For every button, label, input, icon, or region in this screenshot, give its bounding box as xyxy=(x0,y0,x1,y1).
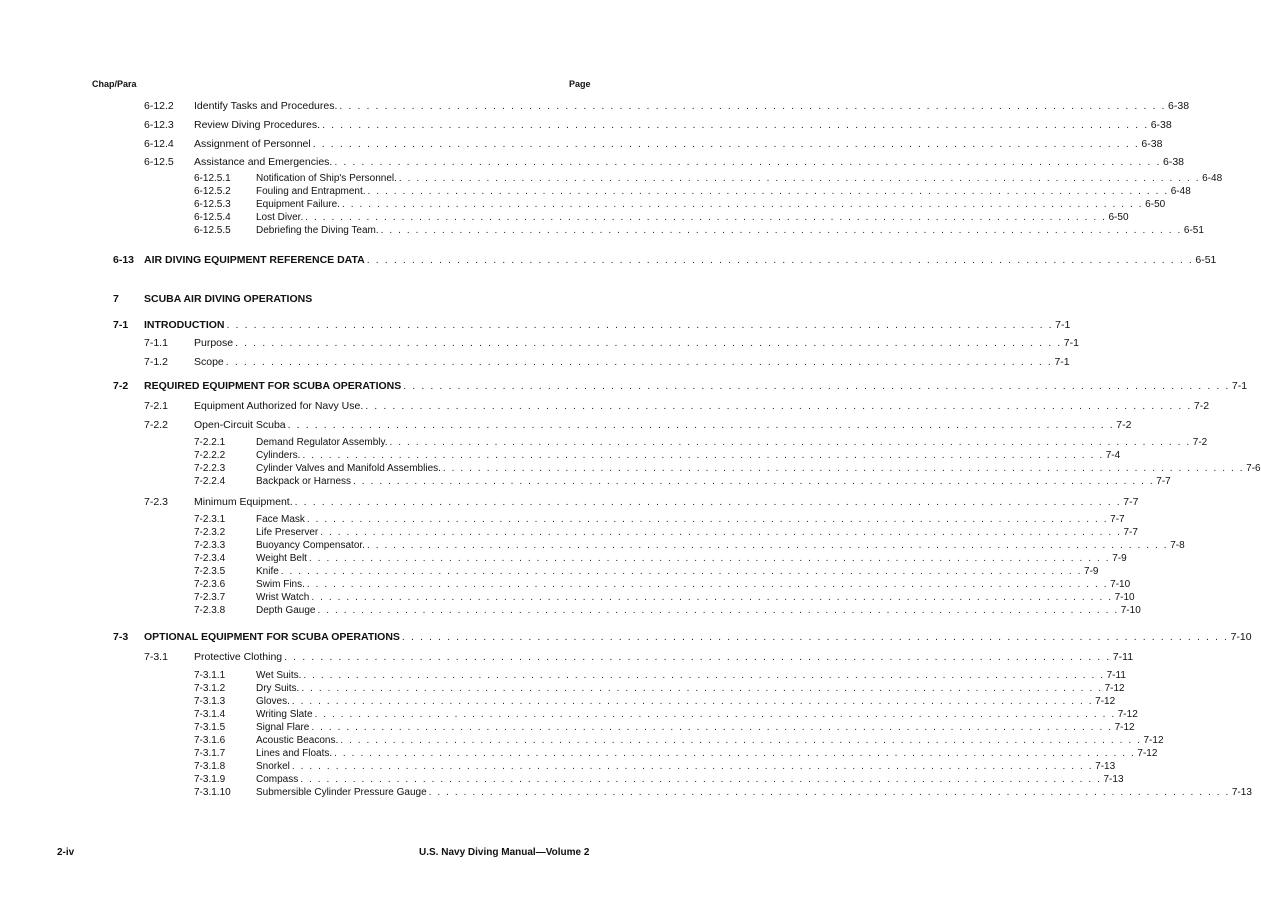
toc-entry[interactable] xyxy=(0,212,1129,224)
dot-leader: . . . . . . . . . . . . . . . . . . . . . . . . . . . . . . . . . . . . . . . . . . . . . . . . . . . . . . . . . . . . . . . . . . . . . . . . . . . . . . . . . . . . . . . . . . . . xyxy=(226,319,1054,331)
toc-entry-title: Lines and Floats. xyxy=(256,748,333,759)
toc-entry-title-line xyxy=(144,293,595,306)
toc-entry-title-line xyxy=(256,605,1141,617)
toc-entry-title-line xyxy=(256,592,1135,604)
toc-entry-number: 7-1.2 xyxy=(144,356,168,368)
toc-entry-title-line xyxy=(256,722,1135,734)
toc-entry-title-line xyxy=(256,225,1204,237)
toc-entry-page: 7-12 xyxy=(1114,722,1135,733)
toc-entry-title-line xyxy=(144,319,1071,332)
toc-entry[interactable] xyxy=(0,380,1248,393)
toc-entry[interactable] xyxy=(0,605,1141,617)
toc-entry-title-line xyxy=(256,748,1158,760)
dot-leader: . . . . . . . . . . . . . . . . . . . . . . . . . . . . . . . . . . . . . . . . . . . . . . . . . . . . . . . . . . . . . . . . . . . . . . . . . . . . . . . . . . . . . . . . . . . . xyxy=(365,400,1192,412)
toc-entry-title: Identify Tasks and Procedures. xyxy=(194,100,338,112)
dot-leader: . . . . . . . . . . . . . . . . . . . . . . . . . . . . . . . . . . . . . . . . . . . . . . . . . . . . . . . . . . . . . . . . . . . . . . . . . . . . . . . . . . . . . . . . . . . . xyxy=(294,496,1122,508)
toc-entry-number: 7-2 xyxy=(113,380,129,392)
toc-entry[interactable] xyxy=(0,254,1217,267)
toc-entry-title-line xyxy=(256,527,1138,539)
toc-entry-page: 7-9 xyxy=(1084,566,1099,577)
toc-entry-number: 7-2.3.5 xyxy=(194,566,226,577)
toc-entry-title-line xyxy=(144,380,1248,393)
dot-leader: . . . . . . . . . . . . . . . . . . . . . . . . . . . . . . . . . . . . . . . . . . . . . . . . . . . . . . . . . . . . . . . . . . . . . . . . . . . . . . . . . . . . . . . . . . . . xyxy=(320,527,1122,538)
toc-entry-page: 6-50 xyxy=(1108,212,1129,223)
toc-entry-title: Wrist Watch xyxy=(256,592,310,603)
toc-entry[interactable] xyxy=(0,450,1121,462)
toc-entry[interactable] xyxy=(0,527,1138,539)
dot-leader: . . . . . . . . . . . . . . . . . . . . . . . . . . . . . . . . . . . . . . . . . . . . . . . . . . . . . . . . . . . . . . . . . . . . . . . . . . . . . . . . . . . . . . . . . . . . xyxy=(401,631,1229,643)
toc-entry-page: 7-4 xyxy=(1105,450,1121,461)
toc-entry-page: 7-10 xyxy=(1120,605,1141,616)
toc-entry-title: Backpack or Harness xyxy=(256,476,352,487)
toc-entry-title-line xyxy=(256,437,1208,449)
toc-entry[interactable] xyxy=(0,631,1252,644)
dot-leader: . . . . . . . . . . . . . . . . . . . . . . . . . . . . . . . . . . . . . . . . . . . . . . . . . . . . . . . . . . . . . . . . . . . . . . . . . . . . . . . . . . . . . . . . . . . . xyxy=(301,683,1103,694)
toc-entry-title: Knife xyxy=(256,566,279,577)
toc-entry-number: 6-12.5.5 xyxy=(194,225,231,236)
toc-entry-title-line xyxy=(194,496,1139,509)
toc-entry-title: REQUIRED EQUIPMENT FOR SCUBA OPERATIONS xyxy=(144,380,402,392)
toc-entry-number: 7-2.2.4 xyxy=(194,476,226,487)
toc-entry-title: Review Diving Procedures. xyxy=(194,119,321,131)
toc-entry[interactable] xyxy=(0,735,1164,747)
dot-leader: . . . . . . . . . . . . . . . . . . . . . . . . . . . . . . . . . . . . . . . . . . . . . . . . . . . . . . . . . . . . . . . . . . . . . . . . . . . . . . . . . . . . . . . . . . . . xyxy=(314,709,1116,720)
toc-entry-page: 7-12 xyxy=(1104,683,1125,694)
toc-entry-page: 6-38 xyxy=(1141,138,1163,150)
toc-entry-title: Assignment of Personnel xyxy=(194,138,311,150)
toc-entry-title-line xyxy=(256,514,1125,526)
dot-leader: . . . . . . . . . . . . . . . . . . . . . . . . . . . . . . . . . . . . . . . . . . . . . . . . . . . . . . . . . . . . . . . . . . . . . . . . . . . . . . . . . . . . . . . . . . . . xyxy=(339,100,1167,112)
toc-entry-number: 6-12.5.1 xyxy=(194,173,231,184)
toc-entry-number: 7-2.3.4 xyxy=(194,553,226,564)
dot-leader: . . . . . . . . . . . . . . . . . . . . . . . . . . . . . . . . . . . . . . . . . . . . . . . . . . . . . . . . . . . . . . . . . . . . . . . . . . . . . . . . . . . . . . . . . . . . xyxy=(403,380,1230,392)
toc-entry-title-line xyxy=(256,173,1223,185)
toc-entry-title: Debriefing the Diving Team. xyxy=(256,225,379,236)
toc-entry-page: 7-12 xyxy=(1143,735,1164,746)
toc-entry[interactable] xyxy=(0,787,1252,799)
toc-entry-title-line xyxy=(256,761,1116,773)
toc-entry-title-line xyxy=(256,670,1126,682)
toc-entry-number: 6-12.2 xyxy=(144,100,174,112)
toc-entry[interactable] xyxy=(0,566,1099,578)
toc-entry-title: Equipment Authorized for Navy Use. xyxy=(194,400,364,412)
toc-entry[interactable] xyxy=(0,337,1079,350)
toc-entry-title-line xyxy=(194,138,1163,151)
toc-entry-page: 7-12 xyxy=(1095,696,1116,707)
toc-entry-number: 7-3.1.7 xyxy=(194,748,226,759)
toc-entry-title-line xyxy=(194,119,1172,132)
toc-entry-title: Notification of Ship's Personnel. xyxy=(256,173,397,184)
toc-entry-title: Buoyancy Compensator. xyxy=(256,540,365,551)
toc-entry-page: 7-2 xyxy=(1193,400,1210,412)
toc-entry[interactable] xyxy=(0,651,1134,664)
toc-entry-title-line xyxy=(256,683,1125,695)
dot-leader: . . . . . . . . . . . . . . . . . . . . . . . . . . . . . . . . . . . . . . . . . . . . . . . . . . . . . . . . . . . . . . . . . . . . . . . . . . . . . . . . . . . . . . . . . . . . xyxy=(380,225,1182,236)
toc-entry-page: 6-51 xyxy=(1183,225,1204,236)
toc-entry[interactable] xyxy=(0,400,1210,413)
toc-entry-page: 7-13 xyxy=(1103,774,1124,785)
dot-leader: . . . . . . . . . . . . . . . . . . . . . . . . . . . . . . . . . . . . . . . . . . . . . . . . . . . . . . . . . . . . . . . . . . . . . . . . . . . . . . . . . . . . . . . . . . . . xyxy=(312,138,1140,150)
toc-entry-number: 6-12.5.2 xyxy=(194,186,231,197)
toc-entry-title-line xyxy=(256,463,1261,475)
toc-entry[interactable] xyxy=(0,774,1124,786)
column-header-page: Page xyxy=(569,79,591,89)
toc-entry-page: 7-7 xyxy=(1156,476,1171,487)
toc-entry-title: Scope xyxy=(194,356,224,368)
toc-entry-page: 6-48 xyxy=(1202,173,1223,184)
toc-entry-title: Compass xyxy=(256,774,299,785)
toc-entry-number: 7-2.3.2 xyxy=(194,527,226,538)
toc-entry-number: 7-2.2.3 xyxy=(194,463,226,474)
toc-entry-title-line xyxy=(256,476,1171,488)
dot-leader: . . . . . . . . . . . . . . . . . . . . . . . . . . . . . . . . . . . . . . . . . . . . . . . . . . . . . . . . . . . . . . . . . . . . . . . . . . . . . . . . . . . . . . . . . . . . xyxy=(235,337,1062,349)
toc-entry-page: 7-1 xyxy=(1063,337,1079,349)
toc-entry-title-line xyxy=(256,774,1124,786)
toc-entry[interactable] xyxy=(0,138,1163,151)
toc-entry[interactable] xyxy=(0,592,1135,604)
dot-leader: . . . . . . . . . . . . . . . . . . . . . . . . . . . . . . . . . . . . . . . . . . . . . . . . . . . . . . . . . . . . . . . . . . . . . . . . . . . . . . . . . . . . . . . . . . . . xyxy=(398,173,1201,184)
toc-entry[interactable] xyxy=(0,186,1191,198)
dot-leader: . . . . . . . . . . . . . . . . . . . . . . . . . . . . . . . . . . . . . . . . . . . . . . . . . . . . . . . . . . . . . . . . . . . . . . . . . . . . . . . . . . . . . . . . . . . . xyxy=(291,696,1094,707)
toc-entry-number: 7 xyxy=(113,293,119,305)
toc-entry-title-line xyxy=(256,696,1116,708)
toc-entry-number: 6-12.3 xyxy=(144,119,174,131)
toc-entry-number: 7-3.1.4 xyxy=(194,709,226,720)
toc-entry[interactable] xyxy=(0,419,1132,432)
toc-entry-title: Lost Diver. xyxy=(256,212,304,223)
toc-entry-title: Assistance and Emergencies. xyxy=(194,156,333,168)
toc-entry-number: 7-2.2.1 xyxy=(194,437,226,448)
toc-entry-title-line xyxy=(256,553,1127,565)
dot-leader: . . . . . . . . . . . . . . . . . . . . . . . . . . . . . . . . . . . . . . . . . . . . . . . . . . . . . . . . . . . . . . . . . . . . . . . . . . . . . . . . . . . . . . . . . . . . xyxy=(334,748,1136,759)
toc-entry-title-line xyxy=(256,709,1138,721)
toc-entry[interactable] xyxy=(0,579,1131,591)
dot-leader: . . . . . . . . . . . . . . . . . . . . . . . . . . . . . . . . . . . . . . . . . . . . . . . . . . . . . . . . . . . . . . . . . . . . . . . . . . . . . . . . . . . . . . . . . . . . xyxy=(366,254,1194,266)
toc-entry-page: 7-7 xyxy=(1110,514,1125,525)
toc-entry[interactable] xyxy=(0,553,1127,565)
toc-entry-title-line xyxy=(256,186,1191,198)
toc-entry-number: 7-2.3.6 xyxy=(194,579,226,590)
toc-entry-title-line xyxy=(194,100,1190,113)
toc-entry-number: 7-3 xyxy=(113,631,129,643)
toc-entry-title-line xyxy=(194,356,1070,369)
toc-entry[interactable] xyxy=(0,199,1166,211)
toc-entry-page: 6-38 xyxy=(1150,119,1172,131)
dot-leader: . . . . . . . . . . . . . . . . . . . . . . . . . . . . . . . . . . . . . . . . . . . . . . . . . . . . . . . . . . . . . . . . . . . . . . . . . . . . . . . . . . . . . . . . . . . . xyxy=(308,553,1111,564)
toc-entry-page: 7-12 xyxy=(1137,748,1158,759)
toc-entry-title: AIR DIVING EQUIPMENT REFERENCE DATA xyxy=(144,254,365,266)
toc-entry-page: 6-51 xyxy=(1195,254,1217,266)
toc-entry-page: 7-2 xyxy=(1192,437,1208,448)
toc-entry[interactable] xyxy=(0,709,1138,721)
toc-entry-number: 7-2.3 xyxy=(144,496,168,508)
toc-entry-number: 7-2.3.3 xyxy=(194,540,226,551)
toc-entry-title: Dry Suits. xyxy=(256,683,300,694)
toc-entry-title-line xyxy=(144,254,1217,267)
dot-leader: . . . . . . . . . . . . . . . . . . . . . . . . . . . . . . . . . . . . . . . . . . . . . . . . . . . . . . . . . . . . . . . . . . . . . . . . . . . . . . . . . . . . . . . . . . . . xyxy=(389,437,1191,448)
toc-entry-title-line xyxy=(256,787,1252,799)
toc-entry-page: 7-13 xyxy=(1231,787,1252,798)
toc-entry-title-line xyxy=(256,199,1166,211)
dot-leader: . . . . . . . . . . . . . . . . . . . . . . . . . . . . . . . . . . . . . . . . . . . . . . . . . . . . . . . . . . . . . . . . . . . . . . . . . . . . . . . . . . . . . . . . . . . . xyxy=(291,761,1094,772)
dot-leader: . . . . . . . . . . . . . . . . . . . . . . . . . . . . . . . . . . . . . . . . . . . . . . . . . . . . . . . . . . . . . . . . . . . . . . . . . . . . . . . . . . . . . . . . . . . . xyxy=(311,592,1113,603)
toc-entry-number: 6-12.5.4 xyxy=(194,212,231,223)
toc-entry-number: 6-13 xyxy=(113,254,135,266)
toc-entry-number: 7-2.3.1 xyxy=(194,514,226,525)
toc-entry-number: 7-2.2 xyxy=(144,419,168,431)
toc-entry-number: 6-12.4 xyxy=(144,138,174,150)
dot-leader: . . . . . . . . . . . . . . . . . . . . . . . . . . . . . . . . . . . . . . . . . . . . . . . . . . . . . . . . . . . . . . . . . . . . . . . . . . . . . . . . . . . . . . . . . . . . xyxy=(341,199,1144,210)
toc-entry-number: 7-3.1.10 xyxy=(194,787,231,798)
toc-entry[interactable] xyxy=(0,514,1125,526)
toc-entry[interactable] xyxy=(0,100,1190,113)
toc-entry-number: 7-2.1 xyxy=(144,400,168,412)
toc-entry-title: Minimum Equipment. xyxy=(194,496,293,508)
toc-entry-page: 7-11 xyxy=(1106,670,1126,681)
document-title-footer: U.S. Navy Diving Manual—Volume 2 xyxy=(419,847,590,858)
toc-entry-title: Cylinder Valves and Manifold Assemblies. xyxy=(256,463,441,474)
toc-entry[interactable] xyxy=(0,225,1204,237)
dot-leader: . . . . . . . . . . . . . . . . . . . . . . . . . . . . . . . . . . . . . . . . . . . . . . . . . . . . . . . . . . . . . . . . . . . . . . . . . . . . . . . . . . . . . . . . . . . . xyxy=(311,722,1113,733)
toc-entry-title: SCUBA AIR DIVING OPERATIONS xyxy=(144,293,313,305)
toc-entry-title-line xyxy=(256,450,1121,462)
toc-entry-title: Signal Flare xyxy=(256,722,310,733)
toc-entry[interactable] xyxy=(0,670,1126,682)
toc-entry-title: Life Preserver xyxy=(256,527,319,538)
toc-entry-number: 7-2.2.2 xyxy=(194,450,226,461)
toc-entry-page: 7-10 xyxy=(1230,631,1252,643)
toc-entry-page: 7-6 xyxy=(1246,463,1261,474)
toc-entry-number: 6-12.5 xyxy=(144,156,174,168)
dot-leader: . . . . . . . . . . . . . . . . . . . . . . . . . . . . . . . . . . . . . . . . . . . . . . . . . . . . . . . . . . . . . . . . . . . . . . . . . . . . . . . . . . . . . . . . . . . . xyxy=(287,419,1115,431)
dot-leader: . . . . . . . . . . . . . . . . . . . . . . . . . . . . . . . . . . . . . . . . . . . . . . . . . . . . . . . . . . . . . . . . . . . . . . . . . . . . . . . . . . . . . . . . . . . . xyxy=(366,540,1169,551)
toc-entry-title-line xyxy=(256,735,1164,747)
toc-entry-title: Acoustic Beacons. xyxy=(256,735,339,746)
toc-entry-number: 7-3.1 xyxy=(144,651,168,663)
dot-leader: . . . . . . . . . . . . . . . . . . . . . . . . . . . . . . . . . . . . . . . . . . . . . . . . . . . . . . . . . . . . . . . . . . . . . . . . . . . . . . . . . . . . . . . . . . . . xyxy=(303,670,1105,681)
toc-entry-page: 7-10 xyxy=(1110,579,1131,590)
toc-entry-title-line xyxy=(194,651,1134,664)
toc-entry-title: Purpose xyxy=(194,337,234,349)
toc-entry-title: Open-Circuit Scuba xyxy=(194,419,286,431)
toc-entry-page: 7-1 xyxy=(1054,356,1070,368)
toc-entry-page: 7-8 xyxy=(1170,540,1185,551)
toc-entry[interactable] xyxy=(0,173,1223,185)
toc-entry[interactable] xyxy=(0,683,1125,695)
toc-entry-number: 7-1.1 xyxy=(144,337,168,349)
toc-entry-page: 6-50 xyxy=(1145,199,1166,210)
dot-leader: . . . . . . . . . . . . . . . . . . . . . . . . . . . . . . . . . . . . . . . . . . . . . . . . . . . . . . . . . . . . . . . . . . . . . . . . . . . . . . . . . . . . . . . . . . . . xyxy=(305,212,1107,223)
toc-entry-page: 7-9 xyxy=(1112,553,1127,564)
toc-entry-title-line xyxy=(256,540,1185,552)
toc-entry-number: 7-2.3.8 xyxy=(194,605,226,616)
toc-entry-page: 6-38 xyxy=(1162,156,1184,168)
toc-entry-page: 6-48 xyxy=(1170,186,1191,197)
toc-entry-title: Submersible Cylinder Pressure Gauge xyxy=(256,787,427,798)
toc-entry-number: 7-1 xyxy=(113,319,129,331)
toc-entry-title: Writing Slate xyxy=(256,709,313,720)
toc-entry-number: 7-2.3.7 xyxy=(194,592,226,603)
toc-entry-number: 7-3.1.5 xyxy=(194,722,226,733)
toc-entry-page: 7-10 xyxy=(1114,592,1135,603)
toc-entry[interactable] xyxy=(0,319,1071,332)
toc-entry-title-line xyxy=(194,337,1079,350)
toc-entry-title: Gloves. xyxy=(256,696,290,707)
toc-entry-title: INTRODUCTION xyxy=(144,319,225,331)
toc-entry-page: 7-1 xyxy=(1231,380,1248,392)
page-number: 2-iv xyxy=(57,847,75,858)
column-header-chap-para: Chap/Para xyxy=(92,79,137,89)
toc-entry-title-line xyxy=(194,156,1184,169)
toc-entry-title-line xyxy=(256,566,1099,578)
toc-entry-page: 7-7 xyxy=(1123,496,1139,508)
toc-entry-page: 7-7 xyxy=(1123,527,1138,538)
dot-leader: . . . . . . . . . . . . . . . . . . . . . . . . . . . . . . . . . . . . . . . . . . . . . . . . . . . . . . . . . . . . . . . . . . . . . . . . . . . . . . . . . . . . . . . . . . . . xyxy=(428,787,1230,798)
toc-entry-page: 6-38 xyxy=(1168,100,1190,112)
toc-entry[interactable] xyxy=(0,761,1116,773)
toc-entry[interactable] xyxy=(0,696,1116,708)
toc-entry[interactable] xyxy=(0,437,1208,449)
toc-entry[interactable] xyxy=(0,356,1070,369)
toc-entry-title-line xyxy=(144,631,1252,644)
toc-entry[interactable] xyxy=(0,540,1185,552)
toc-entry-title-line xyxy=(256,212,1129,224)
toc-entry-number: 7-3.1.1 xyxy=(194,670,226,681)
toc-entry-title: Cylinders. xyxy=(256,450,301,461)
toc-entry-title: Swim Fins. xyxy=(256,579,305,590)
toc-entry[interactable] xyxy=(0,748,1158,760)
dot-leader: . . . . . . . . . . . . . . . . . . . . . . . . . . . . . . . . . . . . . . . . . . . . . . . . . . . . . . . . . . . . . . . . . . . . . . . . . . . . . . . . . . . . . . . . . . . . xyxy=(442,463,1245,474)
toc-entry-page: 7-12 xyxy=(1117,709,1138,720)
dot-leader: . . . . . . . . . . . . . . . . . . . . . . . . . . . . . . . . . . . . . . . . . . . . . . . . . . . . . . . . . . . . . . . . . . . . . . . . . . . . . . . . . . . . . . . . . . . . xyxy=(340,735,1142,746)
toc-entry-number: 7-3.1.8 xyxy=(194,761,226,772)
toc-entry[interactable] xyxy=(0,476,1171,488)
dot-leader: . . . . . . . . . . . . . . . . . . . . . . . . . . . . . . . . . . . . . . . . . . . . . . . . . . . . . . . . . . . . . . . . . . . . . . . . . . . . . . . . . . . . . . . . . . . . xyxy=(302,450,1104,461)
toc-entry-title: Demand Regulator Assembly. xyxy=(256,437,388,448)
dot-leader: . . . . . . . . . . . . . . . . . . . . . . . . . . . . . . . . . . . . . . . . . . . . . . . . . . . . . . . . . . . . . . . . . . . . . . . . . . . . . . . . . . . . . . . . . . . . xyxy=(334,156,1161,168)
toc-entry-title-line xyxy=(194,400,1210,413)
toc-entry[interactable] xyxy=(0,119,1172,132)
toc-entry-title: Depth Gauge xyxy=(256,605,316,616)
toc-entry[interactable] xyxy=(0,496,1139,509)
dot-leader: . . . . . . . . . . . . . . . . . . . . . . . . . . . . . . . . . . . . . . . . . . . . . . . . . . . . . . . . . . . . . . . . . . . . . . . . . . . . . . . . . . . . . . . . . . . . xyxy=(280,566,1083,577)
dot-leader: . . . . . . . . . . . . . . . . . . . . . . . . . . . . . . . . . . . . . . . . . . . . . . . . . . . . . . . . . . . . . . . . . . . . . . . . . . . . . . . . . . . . . . . . . . . . xyxy=(367,186,1169,197)
toc-entry-number: 7-3.1.2 xyxy=(194,683,226,694)
dot-leader: . . . . . . . . . . . . . . . . . . . . . . . . . . . . . . . . . . . . . . . . . . . . . . . . . . . . . . . . . . . . . . . . . . . . . . . . . . . . . . . . . . . . . . . . . . . . xyxy=(225,356,1053,368)
toc-entry-title-line xyxy=(256,579,1131,591)
toc-entry-title: Fouling and Entrapment. xyxy=(256,186,366,197)
dot-leader: . . . . . . . . . . . . . . . . . . . . . . . . . . . . . . . . . . . . . . . . . . . . . . . . . . . . . . . . . . . . . . . . . . . . . . . . . . . . . . . . . . . . . . . . . . . . xyxy=(353,476,1155,487)
toc-entry-number: 7-3.1.3 xyxy=(194,696,226,707)
dot-leader: . . . . . . . . . . . . . . . . . . . . . . . . . . . . . . . . . . . . . . . . . . . . . . . . . . . . . . . . . . . . . . . . . . . . . . . . . . . . . . . . . . . . . . . . . . . . xyxy=(300,774,1102,785)
dot-leader: . . . . . . . . . . . . . . . . . . . . . . . . . . . . . . . . . . . . . . . . . . . . . . . . . . . . . . . . . . . . . . . . . . . . . . . . . . . . . . . . . . . . . . . . . . . . xyxy=(322,119,1149,131)
dot-leader: . . . . . . . . . . . . . . . . . . . . . . . . . . . . . . . . . . . . . . . . . . . . . . . . . . . . . . . . . . . . . . . . . . . . . . . . . . . . . . . . . . . . . . . . . . . . xyxy=(306,514,1109,525)
toc-entry-title: Face Mask xyxy=(256,514,305,525)
dot-leader: . . . . . . . . . . . . . . . . . . . . . . . . . . . . . . . . . . . . . . . . . . . . . . . . . . . . . . . . . . . . . . . . . . . . . . . . . . . . . . . . . . . . . . . . . . . . xyxy=(317,605,1119,616)
toc-entry-number: 7-3.1.6 xyxy=(194,735,226,746)
toc-entry[interactable] xyxy=(0,463,1261,475)
toc-entry-title: Snorkel xyxy=(256,761,290,772)
toc-entry-title-line xyxy=(194,419,1132,432)
toc-entry[interactable] xyxy=(0,293,695,306)
toc-entry-page: 7-2 xyxy=(1116,419,1132,431)
toc-entry-page: 7-13 xyxy=(1095,761,1116,772)
toc-entry[interactable] xyxy=(0,722,1135,734)
toc-entry-page: 7-11 xyxy=(1112,651,1134,663)
toc-entry-title: Protective Clothing xyxy=(194,651,283,663)
toc-entry-title: Equipment Failure. xyxy=(256,199,340,210)
toc-entry-title: Wet Suits. xyxy=(256,670,302,681)
toc-entry-title: Weight Belt xyxy=(256,553,307,564)
dot-leader: . . . . . . . . . . . . . . . . . . . . . . . . . . . . . . . . . . . . . . . . . . . . . . . . . . . . . . . . . . . . . . . . . . . . . . . . . . . . . . . . . . . . . . . . . . . . xyxy=(284,651,1111,663)
toc-entry-title: OPTIONAL EQUIPMENT FOR SCUBA OPERATIONS xyxy=(144,631,400,643)
toc-entry-number: 6-12.5.3 xyxy=(194,199,231,210)
toc-entry[interactable] xyxy=(0,156,1184,169)
toc-entry-page: 7-1 xyxy=(1055,319,1071,331)
dot-leader: . . . . . . . . . . . . . . . . . . . . . . . . . . . . . . . . . . . . . . . . . . . . . . . . . . . . . . . . . . . . . . . . . . . . . . . . . . . . . . . . . . . . . . . . . . . . xyxy=(306,579,1109,590)
toc-entry-number: 7-3.1.9 xyxy=(194,774,226,785)
